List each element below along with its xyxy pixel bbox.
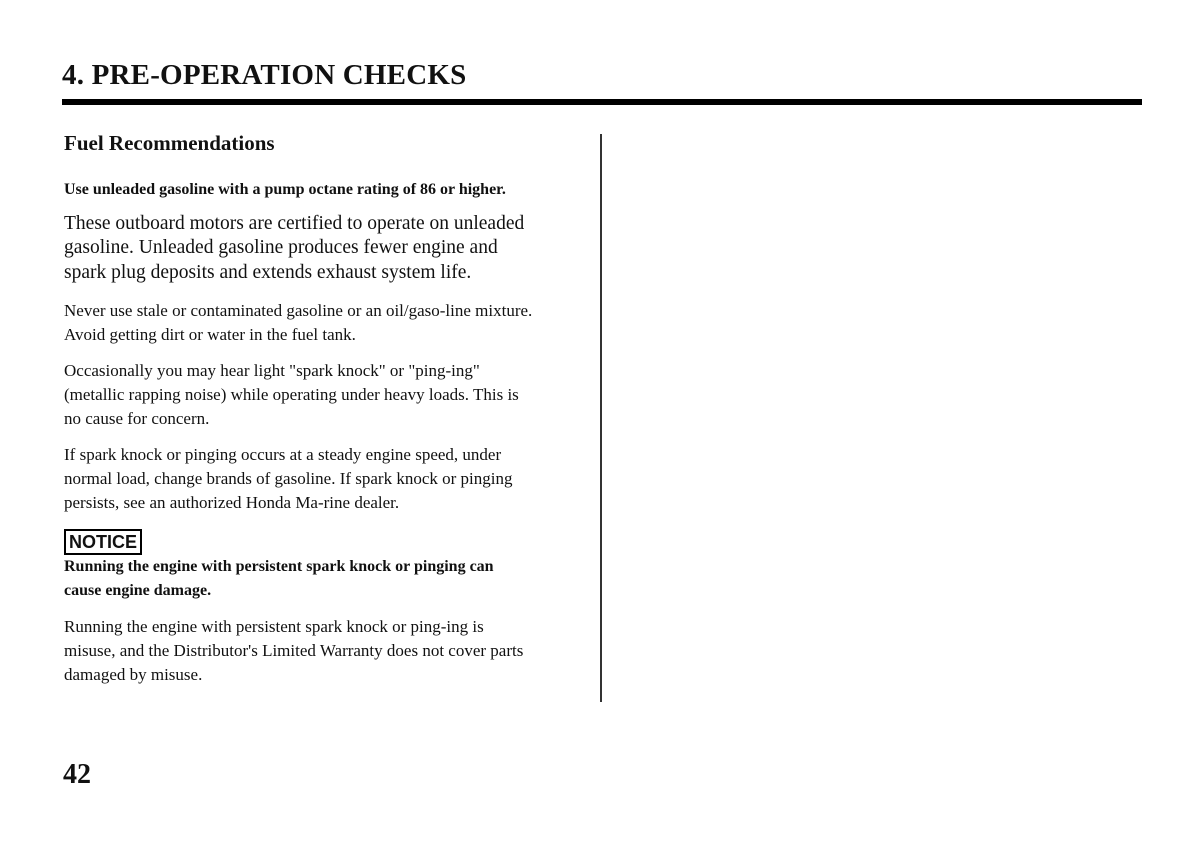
- pinging-advice-paragraph: If spark knock or pinging occurs at a steady engine speed, under normal load, change brands of gasoline. If spark knock or pinging persists, see an authorized Honda Ma-rine dealer.: [64, 445, 513, 512]
- warranty-paragraph: Running the engine with persistent spark knock or ping-ing is misuse, and the Distributor's Limited Warranty does not cover parts damaged by misuse.: [64, 617, 524, 684]
- chapter-title: 4. PRE-OPERATION CHECKS: [62, 59, 467, 91]
- fuel-requirement-lead: Use unleaded gasoline with a pump octane rating of 86 or higher.: [64, 180, 506, 198]
- page-number: 42: [63, 759, 91, 790]
- unleaded-gasoline-paragraph: These outboard motors are certified to operate on unleaded gasoline. Unleaded gasoline produces fewer engine and spark plug deposits and extends exhaust system life.: [64, 212, 525, 283]
- notice-text: Running the engine with persistent spark knock or pinging can cause engine damage.: [64, 558, 494, 599]
- left-column: [64, 128, 534, 699]
- section-heading: Fuel Recommendations: [64, 131, 275, 155]
- column-divider: [600, 134, 602, 702]
- title-rule: [62, 99, 1142, 105]
- spark-knock-paragraph: Occasionally you may hear light "spark knock" or "ping-ing" (metallic rapping noise) while operating under heavy loads. This is no cause for concern.: [64, 361, 519, 428]
- notice-badge: NOTICE: [64, 529, 142, 555]
- stale-fuel-paragraph: Never use stale or contaminated gasoline or an oil/gaso-line mixture. Avoid getting dirt or water in the fuel tank.: [64, 301, 533, 344]
